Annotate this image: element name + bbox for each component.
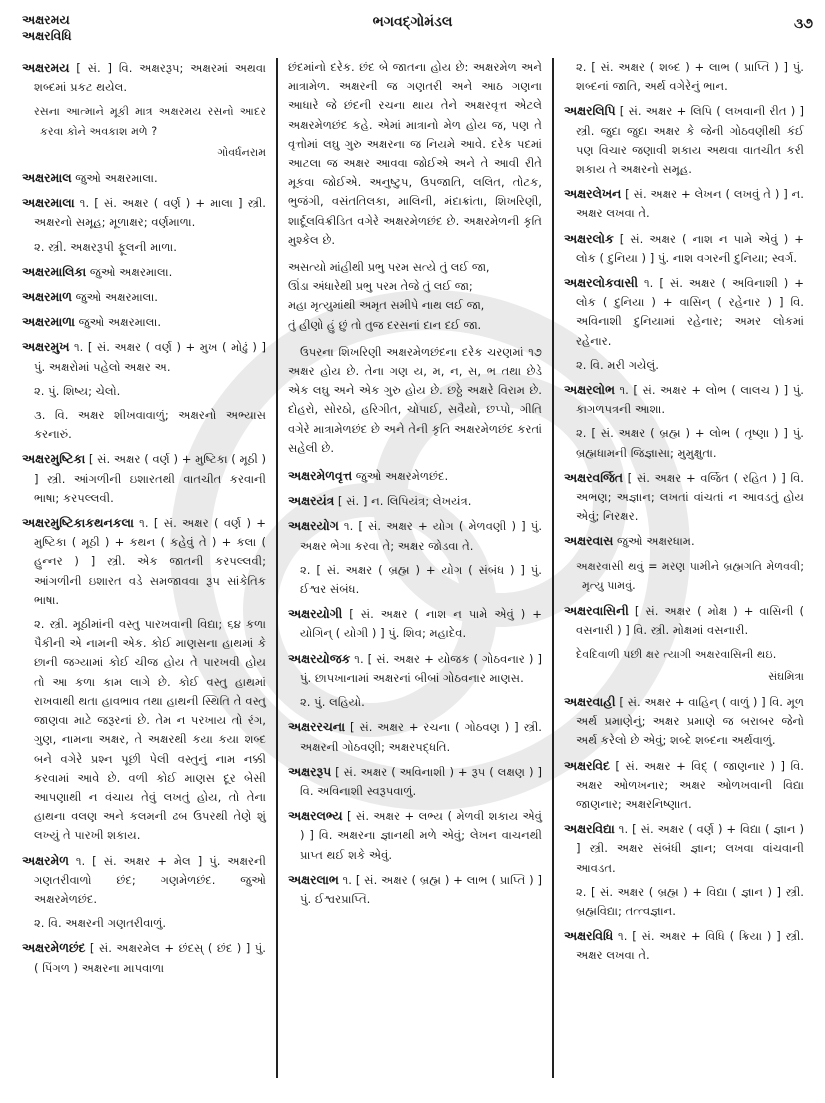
headword: અક્ષરલોભ: [564, 382, 615, 398]
dictionary-entry: [22, 312, 266, 332]
headword: અક્ષરમાલા: [22, 195, 75, 211]
definition: [ સં. અક્ષર + લેખન ( લખવું તે ) ] ન. અક્ષર લખવા તે.: [576, 187, 804, 221]
headword: અક્ષરવાસિની: [564, 603, 629, 619]
definition: ૧. [ સં. અક્ષર ( અવિનાશી ) + લોક ( દુનિયા ) + વાસિન્ ( રહેનાર ) ] વિ. અવિનાશી દુનિયામાં રહેનાર; અમર લોકમાં રહેનાર.: [576, 276, 804, 348]
dictionary-entry: [22, 193, 266, 232]
headword: અક્ષરમેળ: [22, 852, 69, 868]
definition: ૧. [ સં. અક્ષર + યોગ ( મેળવણી ) ] પું. અક્ષર ભેગા કરવા તે; અક્ષર જોડવા તે.: [300, 519, 542, 553]
definition: [ સં. અક્ષર + વિદ્ ( જાણનાર ) ] વિ. અક્ષર ઓળખનાર; અક્ષર ઓળખવાની વિદ્યા જાણનાર; અક્ષરનિષ્ણાત.: [576, 758, 804, 811]
guide-word-last: અક્ષરવિધિ: [22, 28, 72, 43]
definition: જુઓ અક્ષરમાલા.: [74, 315, 162, 330]
headword: અક્ષરલેખન: [564, 186, 622, 202]
headword: અક્ષરલોક: [564, 230, 614, 246]
dictionary-entry: [564, 926, 804, 965]
definition: ૧. [ સં. અક્ષર ( બ્રહ્મ ) + લાભ ( પ્રાપ્તિ ) ] પું. ઈશ્વરપ્રાપ્તિ.: [300, 872, 542, 906]
definition: ૧. [ સં. અક્ષર + યોજક ( ગોઠવનાર ) ] પું. છાપખાનામાં અક્ષરનાં બીબાં ગોઠવનાર માણસ.: [300, 651, 542, 685]
dictionary-entry: [22, 168, 266, 188]
page-number: ૩૭: [793, 16, 813, 32]
dictionary-entry: [288, 717, 542, 756]
usage-quotation: રસના આત્માને મૂકી માત્ર અક્ષરમય રસનો આદર કરવા કોને અવકાશ મળે ?: [34, 105, 266, 138]
headword: અક્ષરલોકવાસી: [564, 275, 639, 291]
dictionary-entry: [564, 273, 804, 351]
definition: [ સં. અક્ષર ( નાશ ન પામે એવું ) + લોક ( દુનિયા ) ] પું. નાશ વગરની દુનિયા; સ્વર્ગ.: [576, 231, 804, 265]
headword: અક્ષરયોજક: [288, 650, 351, 666]
poem-line: અસત્યો માંહીથી પ્રભુ પરમ સત્યે તું લઈ જા,: [288, 260, 490, 275]
dictionary-entry: [22, 262, 266, 282]
headword: અક્ષરમુષ્ટિકાકથનકલા: [22, 515, 134, 531]
headword: અક્ષરવર્જિત: [564, 469, 623, 485]
quotation-attribution: ગોવર્ધનરામ: [217, 145, 266, 159]
headword: અક્ષરલાભ: [288, 871, 339, 887]
dictionary-entry: [564, 756, 804, 815]
sense-definition: ૨. વિ. મરી ગયેલું.: [576, 357, 659, 372]
dictionary-entry: [564, 531, 804, 551]
headword: અક્ષરવિદ: [564, 757, 610, 773]
headword: અક્ષરમુષ્ટિકા: [22, 451, 86, 467]
headword: અક્ષરયોગ: [288, 518, 339, 534]
definition: ૧. [ સં. અક્ષર + મેલ ] પું. અક્ષરની ગણતરીવાળો છંદ; ગણમેળછંદ. જુઓ અક્ષરમેળછંદ.: [34, 853, 266, 906]
dictionary-entry: [564, 692, 804, 751]
dictionary-entry: [564, 184, 804, 223]
definition: જુઓ અક્ષરમેળછંદ.: [352, 469, 449, 484]
headword: અક્ષરવિદ્યા: [564, 821, 615, 837]
definition: [ સં. અક્ષરમેલ + છંદસ્ ( છંદ ) ] પું. ( પિંગળ ) અક્ષરના માપવાળા: [34, 941, 266, 975]
dictionary-entry: [288, 491, 542, 511]
column-2-entries: [288, 466, 542, 909]
dictionary-entry: [288, 870, 542, 909]
dictionary-entry: [564, 601, 804, 640]
sense-definition: ૨. વિ. અક્ષરની ગણતરીવાળું.: [34, 916, 167, 931]
dictionary-entry: [22, 513, 266, 610]
definition: [ સં. અક્ષર ( મોક્ષ ) + વાસિની ( વસનારી ) ] વિ. સ્ત્રી. મોક્ષમાં વસનારી.: [576, 604, 804, 638]
dictionary-entry: [564, 101, 804, 179]
dictionary-entry: [564, 229, 804, 268]
column-2: [276, 58, 554, 1078]
usage-quotation: દેવદિવાળી પછી ક્ષર ત્યાગી અક્ષરવાસિની થઇ.: [576, 648, 777, 662]
dictionary-entry: [288, 604, 542, 643]
column-3: [554, 58, 814, 1098]
dictionary-entry: [22, 938, 266, 977]
definition: ૧. [ સં. અક્ષર ( વર્ણ ) + માલા ] સ્ત્રી. અક્ષરનો સમૂહ; મૂળાક્ષર; વર્ણમાળા.: [34, 196, 266, 230]
dictionary-columns: [14, 58, 814, 1098]
definition: [ સં. અક્ષર ( નાશ ન પામે એવું ) + યોગિન્ ( યોગી ) ] પું. શિવ; મહાદેવ.: [300, 607, 542, 641]
explanation-paragraph: ઉપરના શિખરિણી અક્ષરમેળછંદના દરેક ચરણમાં ૧૭ અક્ષર હોય છે. તેના ગણ ય, મ, ન, સ, ભ તથા છેડે એક લઘુ અને એક ગુરુ હોય છે. છઠ્ઠે અક્ષરે વિરામ છે. દોહરો, સોરઠો, હરિગીત, ચોપાઈ, સવૈયો, છપ્પો, ગીતિ વગેરે માત્રામેળછંદ છે અને તેની કૃતિ અક્ષરમેળછંદ કરતાં સહેલી છે.: [288, 344, 542, 455]
sense-definition: ૨. [ સં. અક્ષર ( શબ્દ ) + લાભ ( પ્રાપ્તિ ) ] પું. શબ્દનાં જાતિ, અર્થ વગેરેનું ભાન.: [576, 60, 804, 94]
headword: અક્ષરમુખ: [22, 339, 70, 355]
dictionary-entry: [288, 762, 542, 801]
headword: અક્ષરમય: [22, 60, 70, 75]
definition: જુઓ અક્ષરધામ.: [613, 534, 695, 549]
headword: અક્ષરમાળા: [22, 314, 75, 330]
headword: અક્ષરવાસ: [564, 533, 614, 549]
definition: ૧. [ સં. અક્ષર ( વર્ણ ) + વિદ્યા ( જ્ઞાન ) ] સ્ત્રી. અક્ષર સંબંધી જ્ઞાન; લખવા વાંચવાની આવડત.: [576, 822, 804, 875]
headword: અક્ષરમાળ: [22, 289, 72, 305]
definition: ૧. [ સં. અક્ષર + લોભ ( લાલચ ) ] પું. કાગળપત્રની આશા.: [576, 383, 804, 417]
headword: અક્ષરમેળછંદ: [22, 940, 86, 956]
dictionary-entry: [288, 806, 542, 865]
definition: [ સં. અક્ષર + લિપિ ( લખવાની રીત ) ] સ્ત્રી. જુદા જુદા અક્ષર કે જેની ગોઠવણીથી કંઈ પણ વિચાર જણાવી શકાય અથવા વાતચીત કરી શકાય તે અક્ષરનો સમૂહ.: [576, 104, 804, 177]
headword: અક્ષરરૂપ: [288, 763, 332, 779]
headword: અક્ષરલભ્ય: [288, 808, 343, 824]
definition: [ સં. અક્ષર + રચના ( ગોઠવણ ) ] સ્ત્રી. અક્ષરની ગોઠવણી; અક્ષરપદ્ધતિ.: [300, 720, 542, 754]
definition: જુઓ અક્ષરમાલા.: [71, 290, 158, 305]
page-header: [0, 0, 825, 56]
definition: [ સં. અક્ષર ( અવિનાશી ) + રૂપ ( લક્ષણ ) ] વિ. અવિનાશી સ્વરૂપવાળું.: [300, 764, 542, 798]
dictionary-entry: [22, 58, 266, 97]
definition: [ સં. અક્ષર + વર્જિત ( રહિત ) ] વિ. અભણ; અજ્ઞાન; લખતાં વાંચતાં ન આવડતું હોય એવું; નિરક્ષર.: [576, 470, 804, 524]
guide-word-first: અક્ષરમય: [22, 12, 70, 27]
definition: [ સં. અક્ષર + લભ્ય ( મેળવી શકાય એવું ) ] વિ. અક્ષરના જ્ઞાનથી મળે એવું; લેખન વાચનથી પ્રાપ્ત થઈ શકે એવું.: [300, 809, 542, 862]
headword: અક્ષરયોગી: [288, 606, 343, 622]
headword: અક્ષરમેળવૃત્ત: [288, 468, 353, 484]
headword: અક્ષરમાલિકા: [22, 263, 87, 279]
dictionary-entry: [22, 449, 266, 508]
headword: અક્ષરવાહી: [564, 693, 616, 709]
poem-line: તું હીણો હું છું તો તુજ દરસનાં દાન દઈ જા.: [288, 317, 482, 332]
running-title: ભગવદ્ગોમંડલ: [372, 14, 453, 30]
dictionary-entry: [22, 287, 266, 307]
definition: [ સં. અક્ષર ( વર્ણ ) + મુષ્ટિકા ( મૂઠી ) ] સ્ત્રી. આંગળીની ઇશારતથી વાતચીત કરવાની ભાષા; કરપલ્લવી.: [34, 452, 266, 505]
dictionary-entry: [288, 516, 542, 555]
sense-definition: ૨. [ સં. અક્ષર ( બ્રહ્મ ) + વિદ્યા ( જ્ઞાન ) ] સ્ત્રી. બ્રહ્મવિદ્યા; તત્ત્વજ્ઞાન.: [576, 884, 804, 918]
definition: ૧. [ સં. અક્ષર ( વર્ણ ) + મુષ્ટિકા ( મૂઠી ) + કથન ( કહેવું તે ) + કલા ( હુન્નર ) ] સ્ત્રી. એક જાતની કરપલ્લવી; આંગળીની ઇશારત વડે સમજાવવા રૂપ સાંકેતિક ભાષા.: [34, 516, 266, 607]
definition: [ સં. ] વિ. અક્ષરરૂપ; અક્ષરમાં અથવા શબ્દમાં પ્રકટ થયેલ.: [34, 61, 266, 95]
sense-definition: ૨. પું. લહિયો.: [300, 695, 365, 710]
column-1: [14, 58, 276, 1098]
dictionary-entry: [22, 337, 266, 376]
sense-definition: ૩. વિ. અક્ષર શીખવાવાળું; અક્ષરનો અભ્યાસ કરનારું.: [34, 408, 266, 442]
definition: [ સં. ] ન. લિપિયંત્ર; લેખયંત્ર.: [334, 494, 472, 509]
dictionary-entry: [564, 468, 804, 527]
sense-definition: ૨. [ સં. અક્ષર ( બ્રહ્મ ) + લોભ ( તૃષ્ણા ) ] પું. બ્રહ્મધામની જિજ્ઞાસા; મુમુક્ષુતા.: [576, 426, 804, 460]
dictionary-entry: [288, 649, 542, 688]
quotation-attribution: સંઘમિત્રા: [768, 669, 804, 683]
headword: અક્ષરલિપિ: [564, 103, 616, 119]
usage-quotation: અક્ષરવાસી થવું = મરણ પામીને બ્રહ્મગતિ મેળવવી; મૃત્યુ પામવું.: [576, 559, 804, 592]
definition: ૧. [ સં. અક્ષર + વિધિ ( ક્રિયા ) ] સ્ત્રી. અક્ષર લખવા તે.: [576, 929, 804, 963]
dictionary-entry: [564, 819, 804, 878]
entry-continuation: છંદમાંનો દરેક. છંદ બે જાતના હોય છે: અક્ષરમેળ અને માત્રામેળ. અક્ષરની જ ગણતરી અને આઠ ગણના આધારે જે છંદની રચના થાય તેને અક્ષરવૃત્ત એટલે અક્ષરમેળછંદ કહે. એમાં માત્રાનો મેળ હોય જ, પણ તે વૃત્તોમાં લઘુ ગુરુ અક્ષરના જ નિયમે આવે. દરેક પદમાં આટલા જ અક્ષર આવવા જોઈએ અને તે આવી રીતે મૂકવા જોઈએ. અનુષ્ટુપ, ઉપજાતિ, લલિત, તોટક, ભુજંગી, વસંતતિલકા, માલિની, મંદાક્રાંતા, શિખરિણી, શાર્દૂલવિક્રીડિત વગેરે અક્ષરમેળછંદ છે. અક્ષરમેળની કૃતિ મુશ્કેલ છે.: [288, 60, 542, 247]
definition: [ સં. અક્ષર + વાહિન્ ( વાળું ) ] વિ. મૂળ અર્થ પ્રમાણેનું; અક્ષર પ્રમાણે જ બરાબર જેનો અર્થ કરેલો છે એવું; શબ્દે શબ્દના અર્થવાળું.: [576, 694, 804, 748]
poem-line: મહા મૃત્યુમાંથી અમૃત સમીપે નાથ લઈ જા,: [288, 298, 485, 313]
headword: અક્ષરમાલ: [22, 170, 72, 186]
definition: જુઓ અક્ષરમાલા.: [71, 171, 158, 186]
definition: જુઓ અક્ષરમાલા.: [86, 264, 173, 279]
poem-line: ઊંડા અંધારેથી પ્રભુ પરમ તેજે તું લઈ જા;: [288, 279, 473, 294]
sense-definition: ૨. પું. શિષ્ય; ચેલો.: [34, 383, 121, 398]
sense-definition: ૨. સ્ત્રી. મૂઠીમાંની વસ્તુ પારખવાની વિદ્યા; ૬૪ કળા પૈકીની એ નામની એક. કોઈ માણસના હાથમાં કે છાની જગ્યામાં કોઈ ચીજ હોય તે પારખવી હોય તો આ કળા કામ લાગે છે. કોઈ વસ્તુ હાથમાં રાખવાથી થતા હાવભાવ તથા હાથની સ્થિતિ તે વસ્તુ જાણવા માટે જરૂરનાં છે. તેમ ન પરખાય તો રંગ, ગુણ, નામના અક્ષર, તે અક્ષરથી કયા કયા શબ્દ બને વગેરે પ્રશ્ન પૂછી પેલી વસ્તુનું નામ નક્કી કરવામાં આવે છે. વળી કોઈ માણસ દૂર બેસી આપણાથી ન વંચાય તેવું લખતું હોય, તો તેના હાથના વલણ અને કલમની ઢબ ઉપરથી તેણે શું લખ્યું તે પારખી શકાય.: [34, 617, 266, 843]
headword: અક્ષરયંત્ર: [288, 493, 335, 509]
headword: અક્ષરરચના: [288, 719, 346, 735]
poem-quotation: [288, 258, 542, 335]
dictionary-entry: [22, 851, 266, 910]
definition: ૧. [ સં. અક્ષર ( વર્ણ ) + મુખ ( મોઢું ) ] પું. અક્ષરોમાં પહેલો અક્ષર અ.: [34, 340, 266, 374]
headword: અક્ષરવિધિ: [564, 928, 614, 944]
dictionary-entry: [564, 380, 804, 419]
sense-definition: ૨. [ સં. અક્ષર ( બ્રહ્મ ) + યોગ ( સંબંધ ) ] પું. ઈશ્વર સંબંધ.: [300, 562, 542, 597]
sense-definition: ૨. સ્ત્રી. અક્ષરરૂપી ફૂલની માળા.: [34, 239, 177, 254]
dictionary-entry: [288, 466, 542, 486]
